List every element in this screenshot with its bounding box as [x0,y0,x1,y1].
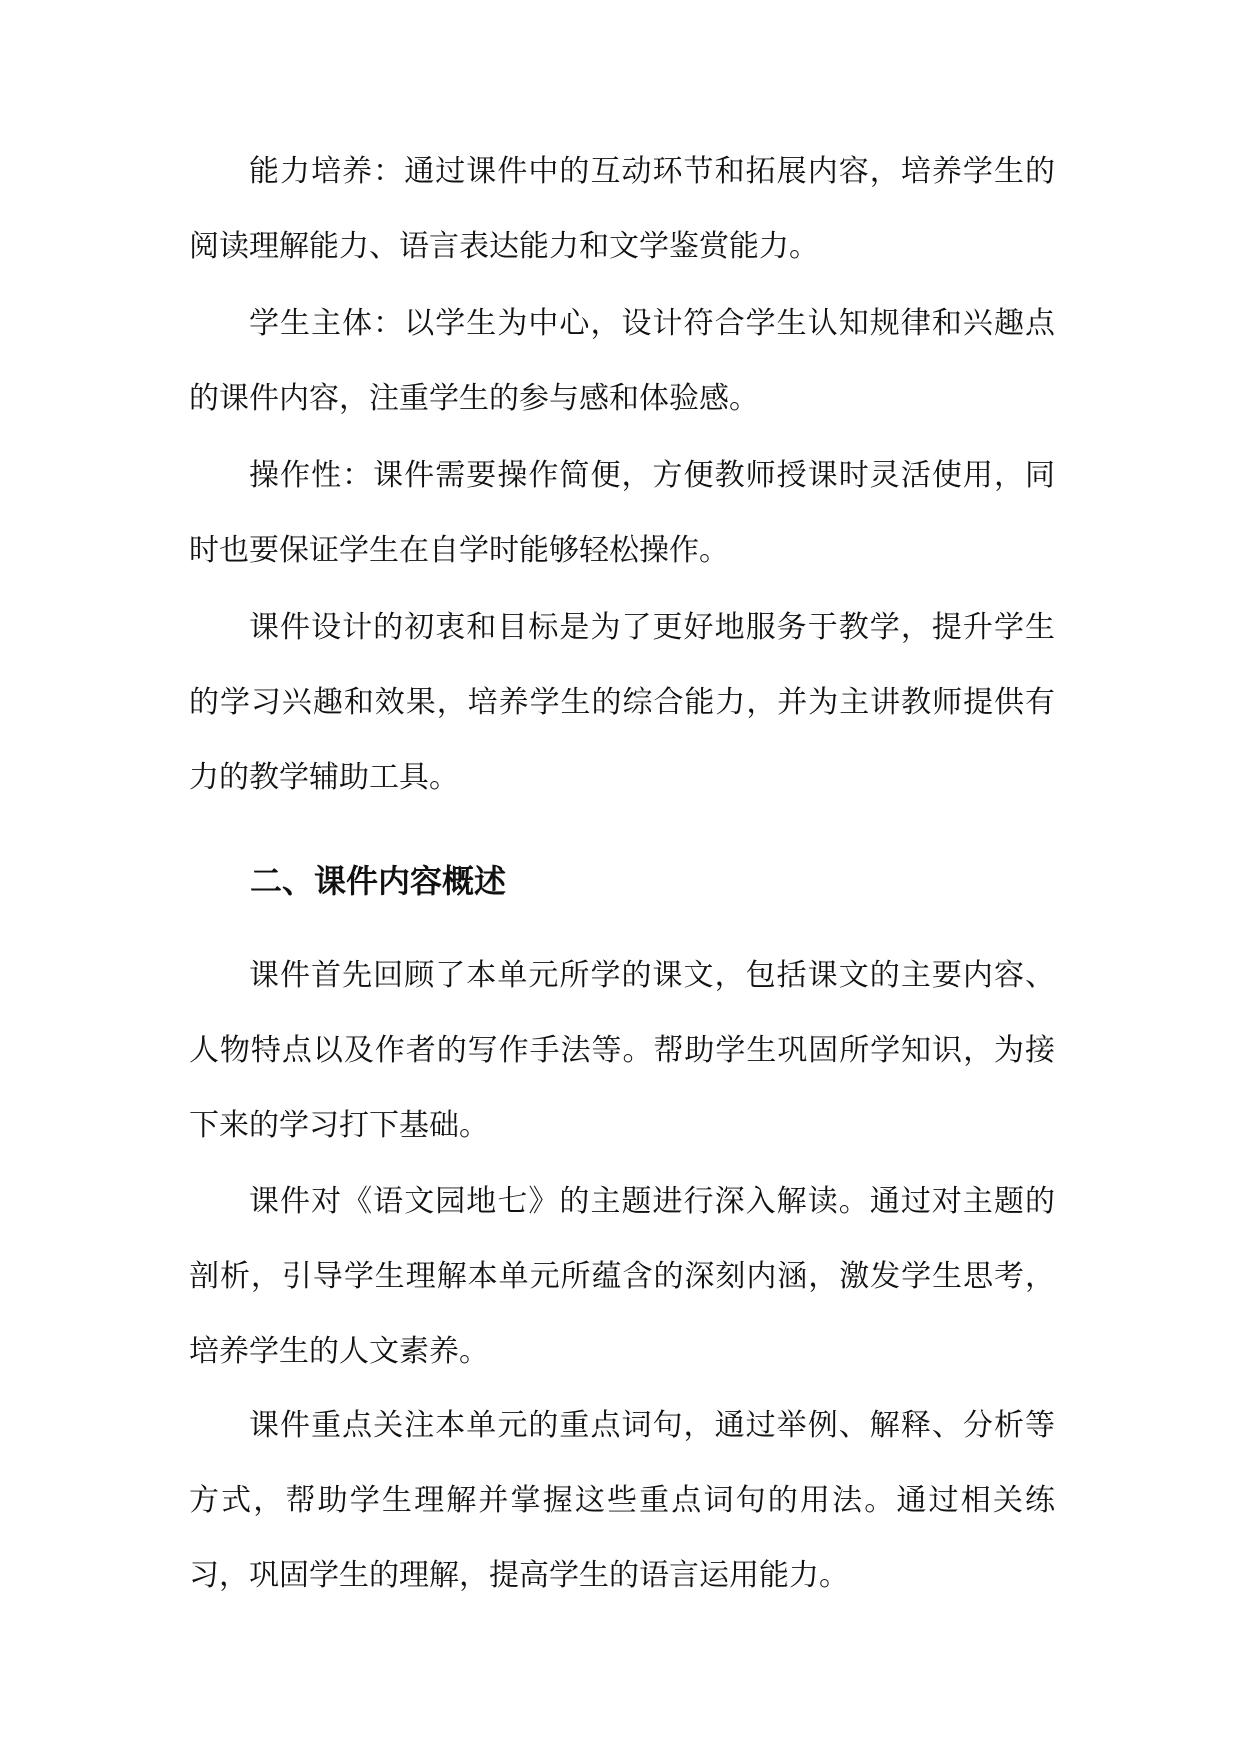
paragraph-design-goal: 课件设计的初衷和目标是为了更好地服务于教学，提升学生的学习兴趣和效果，培养学生的综合能力，并为主讲教师提供有力的教学辅助工具。 [189,610,1055,795]
section-heading: 二、课件内容概述 [250,862,507,900]
paragraph-review: 课件首先回顾了本单元所学的课文，包括课文的主要内容、人物特点以及作者的写作手法等。帮助学生巩固所学知识，为接下来的学习打下基础。 [189,958,1055,1143]
paragraph-operability: 操作性：课件需要操作简便，方便教师授课时灵活使用，同时也要保证学生在自学时能够轻松操作。 [189,458,1055,568]
paragraph-ability-cultivation: 能力培养：通过课件中的互动环节和拓展内容，培养学生的阅读理解能力、语言表达能力和文学鉴赏能力。 [189,154,1055,264]
paragraph-student-centered: 学生主体：以学生为中心，设计符合学生认知规律和兴趣点的课件内容，注重学生的参与感和体验感。 [189,306,1055,416]
paragraph-key-words: 课件重点关注本单元的重点词句，通过举例、解释、分析等方式，帮助学生理解并掌握这些重点词句的用法。通过相关练习，巩固学生的理解，提高学生的语言运用能力。 [189,1408,1055,1593]
paragraph-theme-interpretation: 课件对《语文园地七》的主题进行深入解读。通过对主题的剖析，引导学生理解本单元所蕴含的深刻内涵，激发学生思考，培养学生的人文素养。 [189,1184,1055,1369]
